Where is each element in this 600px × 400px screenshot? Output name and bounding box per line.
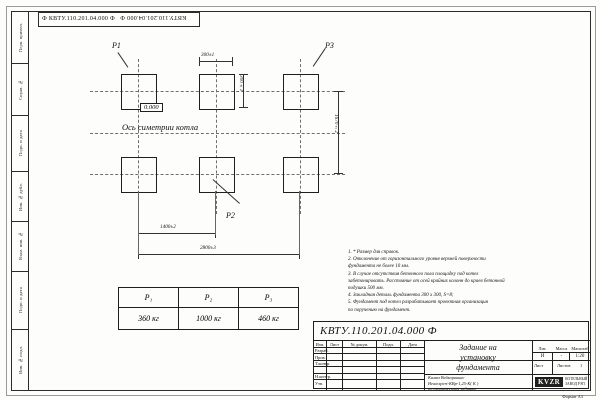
ext-line-right xyxy=(299,191,300,255)
dimtick-vsmall-b xyxy=(239,107,248,108)
tb-sheet-label: Лист xyxy=(534,363,544,368)
tb-col-data: Дата xyxy=(408,341,417,347)
loads-value-p3: 460 кг xyxy=(239,308,299,330)
tb-title-line-2: установку xyxy=(460,353,496,362)
company-logo xyxy=(535,377,587,387)
tb-rule-7 xyxy=(314,379,424,380)
top-code-rule-3 xyxy=(38,12,39,27)
tb-title-line-1: Задание на xyxy=(459,343,497,352)
dim-vertical-large: 1670±2 xyxy=(333,114,339,133)
tb-role-razrab: Разраб. xyxy=(315,348,329,353)
tb-customer-sub-1: Heatexpert-КВр-1,25-К( К ) xyxy=(428,381,479,386)
tb-vrule-2 xyxy=(342,340,343,390)
tb-scale-value: 1:20 xyxy=(575,354,585,359)
tb-lit-label: Лит. xyxy=(538,346,547,351)
stamp-label-2: Подп. и дата xyxy=(18,130,23,157)
loads-value-p1: 360 кг xyxy=(119,308,179,330)
tb-role-prov: Пров. xyxy=(315,354,326,360)
stamp-label-4: Взам. инв. № xyxy=(18,232,23,261)
stamp-cell-4 xyxy=(12,222,29,272)
dimtick-vlarge-a xyxy=(334,91,343,92)
dimtick-top-b xyxy=(232,57,233,66)
stamp-cell-1 xyxy=(12,64,29,116)
stamp-label-5: Подп. и дата xyxy=(18,287,23,314)
note-7: 4. Закладная деталь фундамента 300 х 300, S=8; xyxy=(348,293,454,299)
dim-bottom-inner: 1400±2 xyxy=(160,224,176,230)
tb-sheets-value: 1 xyxy=(580,363,583,368)
stamp-cell-2 xyxy=(12,116,29,172)
tb-rule-4 xyxy=(314,360,424,361)
tb-role-tkontr: Т.контр. xyxy=(315,361,331,366)
tb-rule-2 xyxy=(314,347,424,348)
company-line-2: ЗАВОД РЭП xyxy=(565,382,585,386)
note-2: 2. Отклонение от горизонтального уровня верхней поверхности xyxy=(348,257,486,263)
tb-customer: Камаз Вейкорвинас xyxy=(428,375,465,380)
dim-top-horizontal: 300±1 xyxy=(201,52,215,58)
note-3: фундамента не более 10 мм. xyxy=(348,264,410,270)
tb-rule-3 xyxy=(314,353,424,354)
label-p2: P2 xyxy=(226,211,235,220)
note-4: 3. В случае отсутствия бетонного пола площадку под котел xyxy=(348,271,479,277)
stamp-cell-6 xyxy=(12,330,29,390)
tb-mass-value: - xyxy=(560,354,563,359)
loads-header-p2: P₂ xyxy=(179,288,239,308)
tb-rule-10 xyxy=(532,352,590,353)
company-logo-mark: KVZR xyxy=(535,377,563,387)
stamp-label-1: Справ. № xyxy=(18,79,23,100)
tb-vrule-3 xyxy=(376,340,377,390)
dimline-top xyxy=(199,61,233,62)
company-name xyxy=(565,377,587,386)
ext-line-left xyxy=(138,191,139,255)
tb-rule-11 xyxy=(532,360,590,361)
pad-top-middle xyxy=(199,74,235,110)
elevation-mark: 0.000 xyxy=(140,103,163,112)
tb-sheets-label: Листов xyxy=(557,363,571,368)
label-p1: P1 xyxy=(112,41,121,50)
pad-bottom-left xyxy=(121,157,157,193)
stamp-label-0: Перв. примен. xyxy=(18,22,23,53)
tb-role-utv: Утв. xyxy=(315,380,324,386)
stamp-label-6: Инв. № подл. xyxy=(18,345,23,375)
tb-col-docum: № докум. xyxy=(350,341,369,347)
top-code-rule xyxy=(38,12,200,13)
tb-lit-value: И xyxy=(540,354,545,359)
axis-caption: Ось симетрии котла xyxy=(122,122,199,132)
note-1: 1. * Размер для справок. xyxy=(348,250,400,255)
pad-p2-middle xyxy=(199,157,235,193)
dimtick-top-a xyxy=(199,57,200,66)
tb-vrule-4 xyxy=(400,340,401,390)
tb-rule-5 xyxy=(314,366,424,367)
notes-block xyxy=(348,249,563,314)
axis-dash-middle xyxy=(90,133,345,134)
loads-value-p2: 1000 кг xyxy=(179,308,239,330)
dimline-outer xyxy=(138,254,300,255)
drawing-area xyxy=(28,11,589,399)
tb-col-podp: Подп. xyxy=(383,341,394,347)
top-code-rule-4 xyxy=(199,12,200,27)
sheet-format: Формат A3 xyxy=(562,394,583,399)
note-5: забетонировать. Расстояние от осей крайних колонн до краев бетонной xyxy=(348,278,505,284)
company-line-1: КОТЕЛЬНЫЙ xyxy=(565,377,588,382)
loads-header-p1: P₁ xyxy=(119,288,179,308)
tb-col-izm: Изм. xyxy=(315,341,325,347)
note-6: подушки 500 мм. xyxy=(348,286,384,292)
pad-p3-right xyxy=(283,74,319,110)
tb-col-list: Лист xyxy=(329,341,340,347)
note-9: по поручению на фундамент. xyxy=(348,307,411,313)
tb-title-line-3: фундамента xyxy=(456,363,500,372)
tb-mass-label: Масса xyxy=(555,346,568,351)
title-block xyxy=(313,321,589,389)
left-stamp-column xyxy=(11,11,29,391)
top-code-right: КВТУ.110.201.04.000 Ф xyxy=(120,14,187,20)
tb-vrule-9 xyxy=(532,374,533,390)
dimtick-vlarge-b xyxy=(334,173,343,174)
tb-drawing-code: КВТУ.110.201.04.000 Ф xyxy=(320,325,437,337)
label-p3: P3 xyxy=(325,41,334,50)
dimline-inner xyxy=(138,233,216,234)
tb-scale-label: Масштаб xyxy=(571,346,589,351)
dim-bottom-outer: 2800±3 xyxy=(200,245,216,251)
loads-header-p3: P₃ xyxy=(239,288,299,308)
top-code-left: Ф КВТУ.110.201.04.000 Ф xyxy=(42,16,116,22)
leader-p1 xyxy=(118,52,129,67)
stamp-cell-3 xyxy=(12,172,29,222)
loads-value-row xyxy=(119,308,299,330)
ext-line-mid xyxy=(215,191,216,235)
tb-role-nkontr: Н.контр. xyxy=(315,374,331,379)
stamp-cell-0 xyxy=(12,12,29,64)
pad-bottom-right xyxy=(283,157,319,193)
stamp-label-3: Инв. № дубл. xyxy=(18,182,23,211)
top-code-rule-2 xyxy=(38,26,200,27)
note-8: 5. Фундамент под котел разрабатывает проектная организация xyxy=(348,300,488,306)
leader-p3 xyxy=(313,48,326,67)
tb-customer-sub-2: по техническому заданию xyxy=(428,385,477,391)
tb-vrule-5 xyxy=(424,340,425,390)
dim-vertical-small: 300±1 xyxy=(238,75,244,92)
stamp-cell-5 xyxy=(12,272,29,330)
loads-table xyxy=(118,287,299,330)
loads-header-row xyxy=(119,288,299,308)
